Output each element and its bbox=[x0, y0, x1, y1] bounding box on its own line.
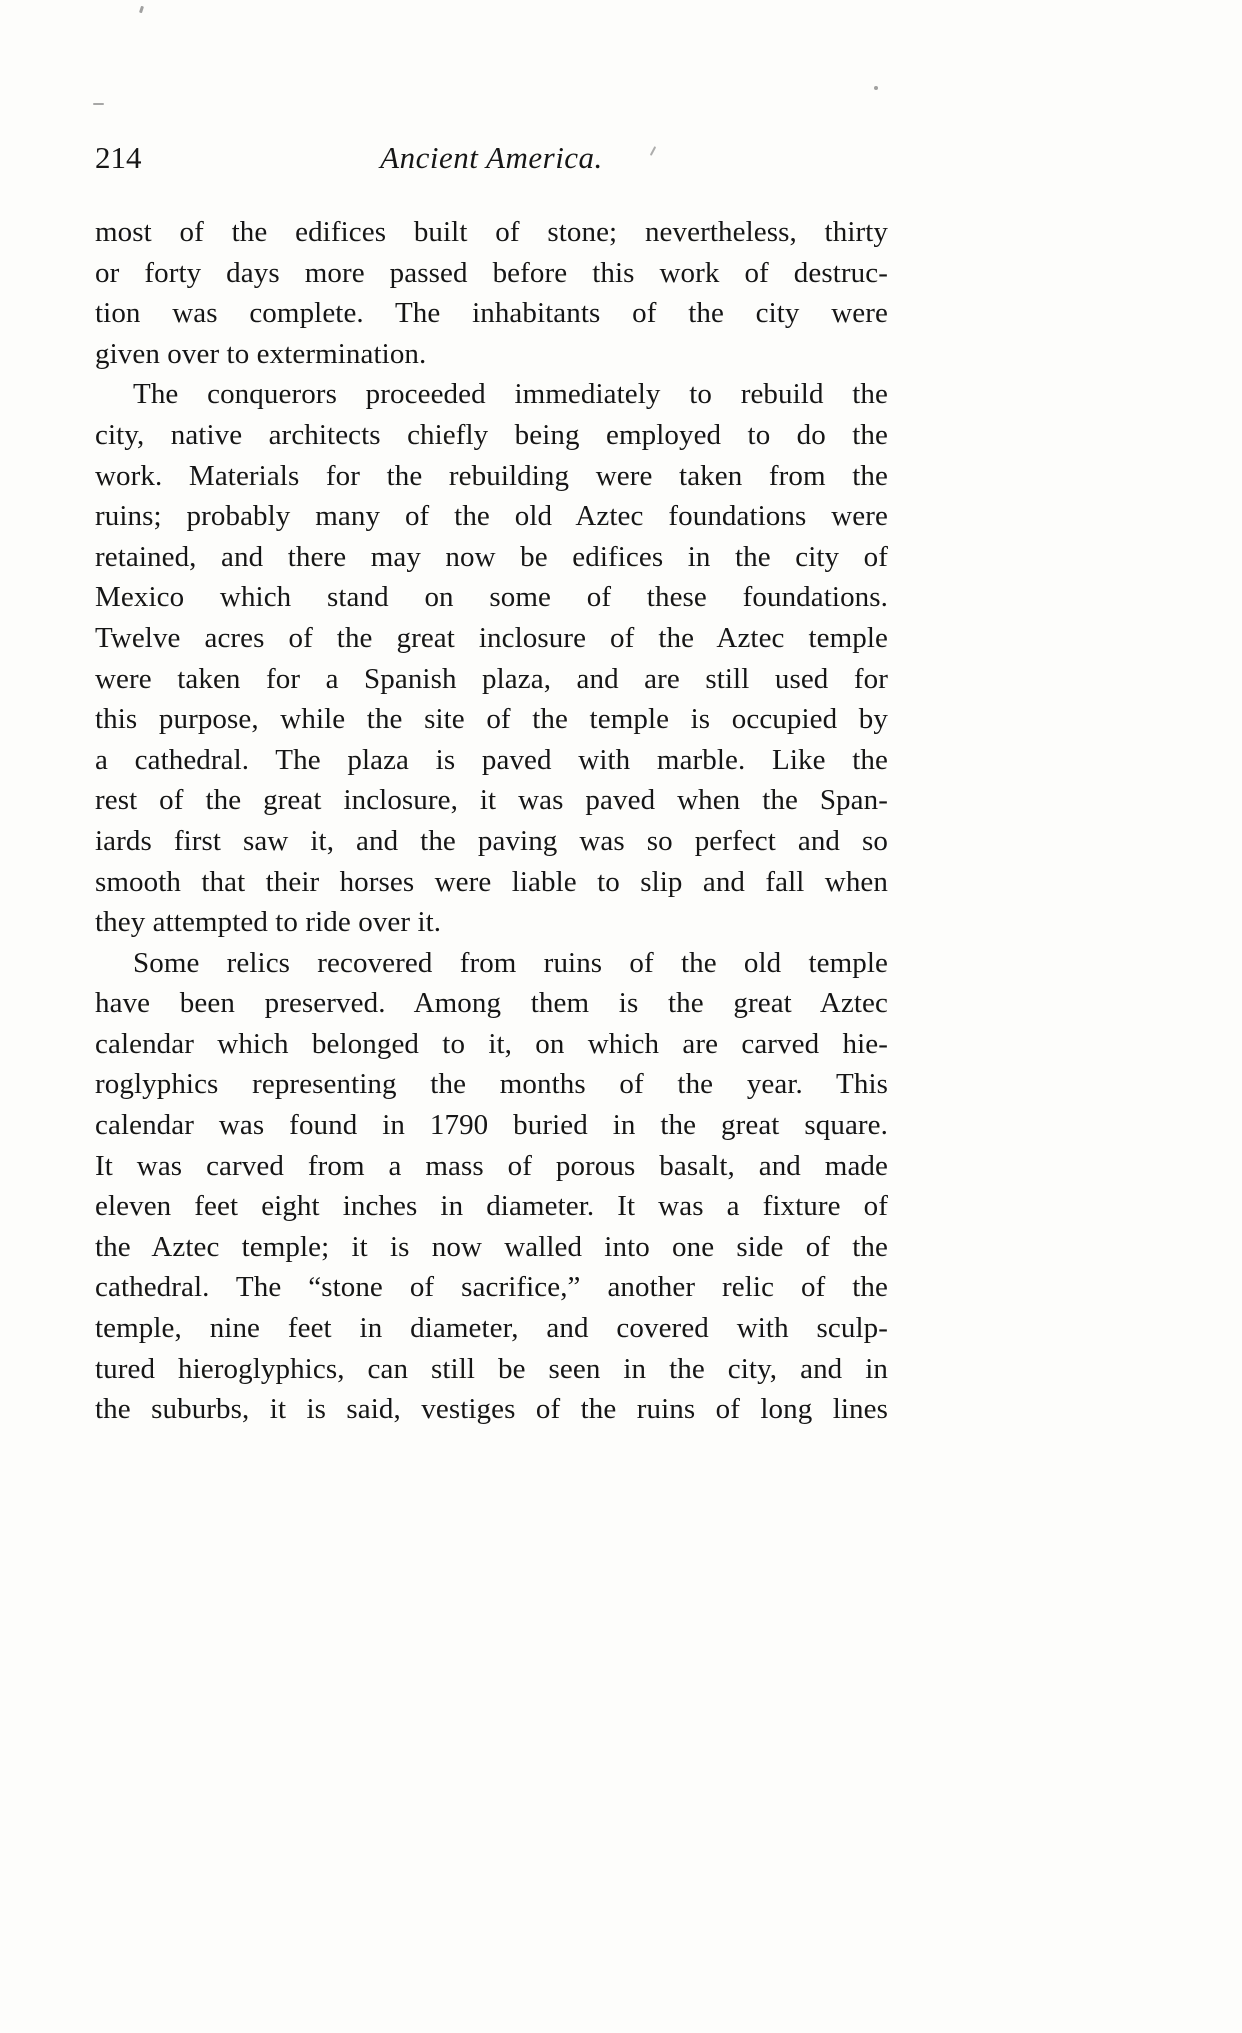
text-line: Mexico which stand on some of these foundations. bbox=[95, 581, 888, 614]
text-line: calendar was found in 1790 buried in the great square. bbox=[95, 1109, 888, 1142]
text-line: tured hieroglyphics, can still be seen in the city, and in bbox=[95, 1352, 888, 1385]
text-line: roglyphics representing the months of the year. This bbox=[95, 1068, 888, 1101]
text-line: iards first saw it, and the paving was so perfect and so bbox=[95, 824, 888, 857]
scan-artifact bbox=[93, 103, 104, 105]
page-body bbox=[95, 212, 888, 1430]
text-line: the Aztec temple; it is now walled into one side of the bbox=[95, 1230, 888, 1263]
text-line: given over to extermination. bbox=[95, 337, 427, 370]
text-line: have been preserved. Among them is the great Aztec bbox=[95, 987, 888, 1020]
text-line: work. Materials for the rebuilding were taken from the bbox=[95, 459, 888, 492]
page-header bbox=[95, 140, 888, 212]
text-line: calendar which belonged to it, on which are carved hie- bbox=[95, 1027, 888, 1060]
page-number: 214 bbox=[95, 140, 142, 175]
text-line: retained, and there may now be edifices in the city of bbox=[95, 540, 888, 573]
text-line: city, native architects chiefly being employed to do the bbox=[95, 418, 888, 451]
text-line: or forty days more passed before this work of destruc- bbox=[95, 256, 888, 289]
text-line: rest of the great inclosure, it was paved when the Span- bbox=[95, 784, 888, 817]
text-line: It was carved from a mass of porous basalt, and made bbox=[95, 1149, 888, 1182]
text-line: Some relics recovered from ruins of the old temple bbox=[133, 946, 888, 979]
scan-artifact bbox=[874, 86, 878, 90]
text-line: temple, nine feet in diameter, and covered with sculp- bbox=[95, 1312, 888, 1345]
paragraph bbox=[95, 374, 888, 942]
scan-artifact bbox=[139, 6, 144, 14]
text-line: this purpose, while the site of the temple is occupied by bbox=[95, 703, 888, 736]
running-title: Ancient America. bbox=[380, 140, 603, 175]
text-line: The conquerors proceeded immediately to rebuild the bbox=[133, 378, 888, 411]
text-line: ruins; probably many of the old Aztec foundations were bbox=[95, 500, 888, 533]
text-line: eleven feet eight inches in diameter. It was a fixture of bbox=[95, 1190, 888, 1223]
text-line: most of the edifices built of stone; nevertheless, thirty bbox=[95, 216, 888, 248]
text-line: smooth that their horses were liable to slip and fall when bbox=[95, 865, 888, 898]
text-line: cathedral. The “stone of sacrifice,” another relic of the bbox=[95, 1271, 888, 1304]
text-line: were taken for a Spanish plaza, and are still used for bbox=[95, 662, 888, 695]
text-block bbox=[95, 140, 888, 1430]
paragraph bbox=[95, 212, 888, 374]
text-line: a cathedral. The plaza is paved with marble. Like the bbox=[95, 743, 888, 776]
text-line: the suburbs, it is said, vestiges of the ruins of long lines bbox=[95, 1393, 888, 1426]
text-line: tion was complete. The inhabitants of the city were bbox=[95, 297, 888, 330]
text-line: Twelve acres of the great inclosure of the Aztec temple bbox=[95, 621, 888, 654]
paragraph bbox=[95, 943, 888, 1430]
text-line: they attempted to ride over it. bbox=[95, 906, 442, 939]
